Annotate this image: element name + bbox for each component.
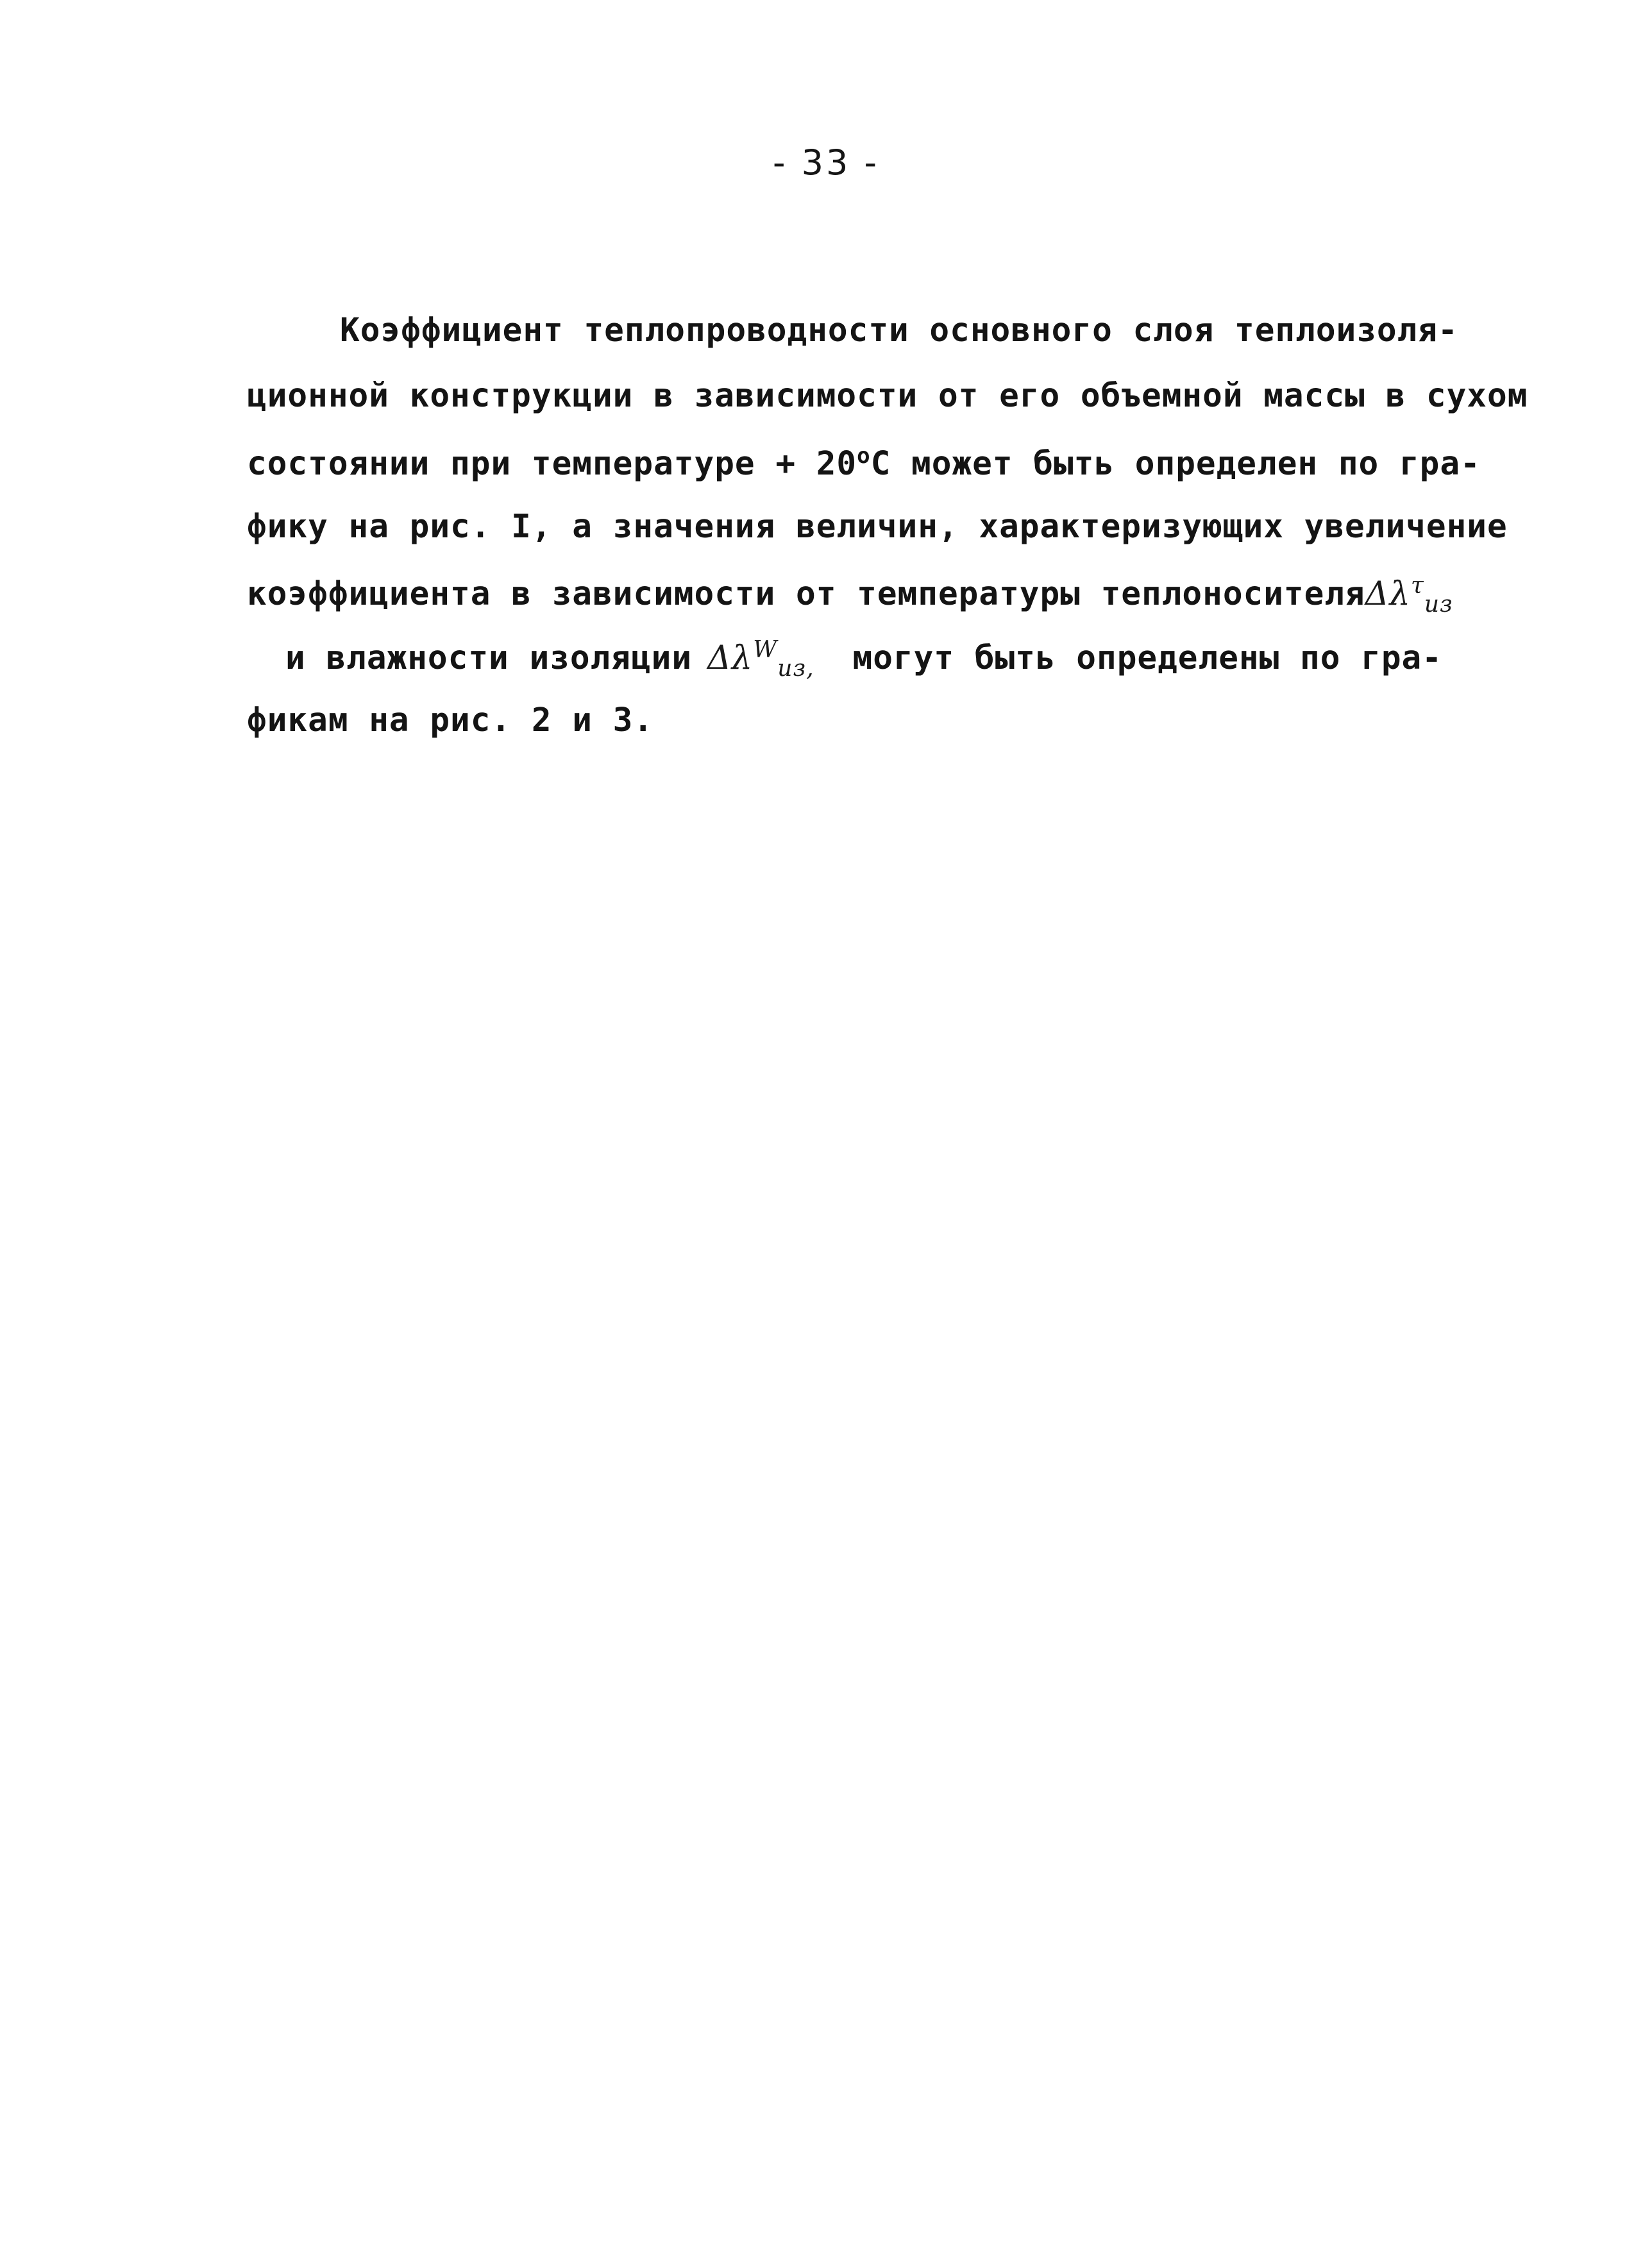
formula-superscript: W: [753, 637, 778, 663]
paragraph-line-7: фикам на рис. 2 и 3.: [247, 702, 654, 739]
paragraph-line-6: [285, 639, 1442, 680]
paragraph-line-5: [247, 575, 1453, 616]
line-3-text-before: состоянии при температуре + 20: [247, 445, 857, 483]
handwritten-lambda-tau-formula: [1365, 573, 1453, 618]
paragraph-line-3: [247, 443, 1481, 483]
line-5-text: коэффициента в зависимости от температуры теплоносителя: [247, 575, 1365, 613]
formula-subscript: из: [1424, 591, 1453, 618]
page-number: - 33 -: [772, 142, 879, 183]
paragraph-line-4: фику на рис. I, а значения величин, характеризующих увеличение: [247, 508, 1508, 546]
line-6-text-start: и влажности изоляции: [285, 639, 693, 677]
handwritten-lambda-w-formula: [707, 637, 814, 682]
paragraph-line-1: Коэффициент теплопроводности основного слоя теплоизоля-: [340, 312, 1458, 349]
line-3-text-after: С может быть определен по гра-: [870, 445, 1481, 483]
formula-superscript: τ: [1410, 573, 1424, 599]
formula-subscript: из,: [777, 655, 814, 682]
line-6-text-end: могут быть определены по гра-: [852, 639, 1442, 677]
formula-symbol: Δλ: [1365, 575, 1411, 613]
degree-symbol: о: [857, 443, 871, 469]
formula-symbol: Δλ: [707, 639, 754, 677]
paragraph-line-2: ционной конструкции в зависимости от его объемной массы в сухом: [247, 377, 1528, 415]
